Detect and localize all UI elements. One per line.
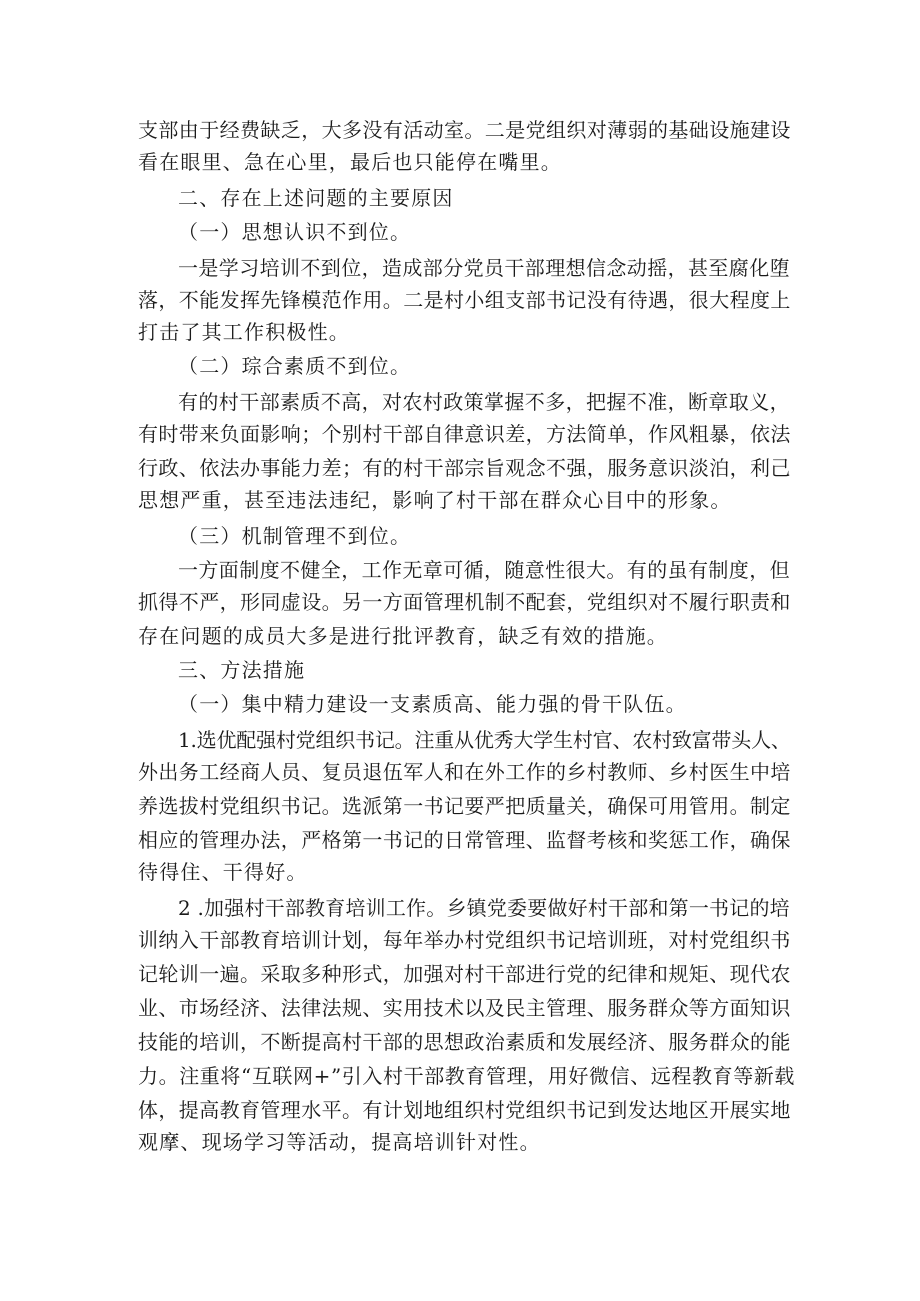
paragraph-line: 体，提高教育管理水平。有计划地组织村党组织书记到发达地区开展实地 (138, 1098, 791, 1122)
paragraph-line: 技能的培训，不断提高村干部的思想政治素质和发展经济、服务群众的能 (138, 1030, 791, 1054)
paragraph-line: 思想严重，甚至违法违纪，影响了村干部在群众心目中的形象。 (138, 488, 732, 512)
paragraph-line: 一是学习培训不到位，造成部分党员干部理想信念动摇，甚至腐化堕 (178, 256, 790, 280)
subsection-heading: （三）机制管理不到位。 (178, 524, 412, 548)
paragraph-line: 存在问题的成员大多是进行批评教育，缺乏有效的措施。 (138, 624, 668, 648)
paragraph-line: 支部由于经费缺乏，大多没有活动室。二是党组织对薄弱的基础设施建设 (138, 118, 791, 142)
paragraph-line: 待得住、干得好。 (138, 860, 308, 884)
section-heading: 三、方法措施 (178, 658, 306, 682)
paragraph-line: 力。注重将“互联网+”引入村干部教育管理，用好微信、远程教育等新载 (138, 1064, 796, 1088)
paragraph-line: 养选拔村党组织书记。选派第一书记要严把质量关，确保可用管用。制定 (138, 794, 791, 818)
paragraph-line: 行政、依法办事能力差；有的村干部宗旨观念不强，服务意识淡泊，利己 (138, 456, 791, 480)
paragraph-line: 有时带来负面影响；个别村干部自律意识差，方法简单，作风粗暴，依法 (138, 422, 791, 446)
paragraph-line: 记轮训一遍。采取多种形式，加强对村干部进行党的纪律和规矩、现代农 (138, 962, 791, 986)
paragraph-line: 相应的管理办法，严格第一书记的日常管理、监督考核和奖惩工作，确保 (138, 828, 791, 852)
paragraph-line: 观摩、现场学习等活动，提高培训针对性。 (138, 1130, 541, 1154)
paragraph-line: 看在眼里、急在心里，最后也只能停在嘴里。 (138, 150, 562, 174)
subsection-heading: （二）琮合素质不到位。 (178, 354, 412, 378)
paragraph-line: 一方面制度不健全，工作无章可循，随意性很大。有的虽有制度，但 (178, 558, 790, 582)
subsection-heading: （一）思想认识不到位。 (178, 220, 412, 244)
paragraph-line: 训纳入干部教育培训计划，每年举办村党组织书记培训班，对村党组织书 (138, 928, 791, 952)
paragraph-line: 打击了其工作积极性。 (138, 320, 350, 344)
paragraph-line: 抓得不严，形同虚设。另一方面管理机制不配套，党组织对不履行职责和 (138, 590, 791, 614)
paragraph-line: 2 .加强村干部教育培训工作。乡镇党委要做好村干部和第一书记的培 (178, 896, 790, 920)
paragraph-line: 外出务工经商人员、复员退伍军人和在外工作的乡村教师、乡村医生中培 (138, 760, 791, 784)
paragraph-line: 业、市场经济、法律法规、实用技术以及民主管理、服务群众等方面知识 (138, 996, 791, 1020)
subsection-heading: （一）集中精力建设一支素质高、能力强的骨干队伍。 (178, 692, 687, 716)
section-heading: 二、存在上述问题的主要原因 (178, 186, 454, 210)
paragraph-line: 落，不能发挥先锋模范作用。二是村小组支部书记没有待遇，很大程度上 (138, 288, 791, 312)
paragraph-line: 1.选优配强村党组织书记。注重从优秀大学生村官、农村致富带头人、 (178, 728, 791, 752)
paragraph-line: 有的村干部素质不高，对农村政策掌握不多，把握不准，断章取义， (178, 390, 790, 414)
